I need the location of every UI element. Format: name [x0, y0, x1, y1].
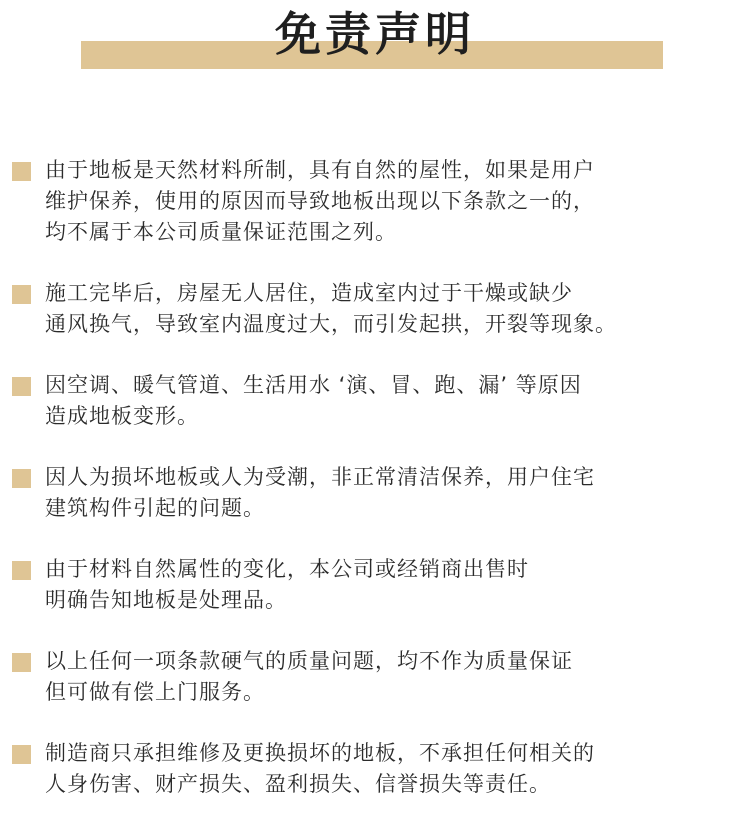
page-title: 免责声明 — [275, 7, 475, 61]
clause-line: 以上任何一项条款硬气的质量问题，均不作为质量保证 — [45, 649, 573, 673]
square-bullet-icon — [12, 285, 31, 304]
clause-line: 由于材料自然属性的变化，本公司或经销商出售时 — [45, 557, 529, 581]
clause-line: 由于地板是天然材料所制，具有自然的屋性，如果是用户 — [45, 158, 595, 182]
clause-line: 施工完毕后，房屋无人居住，造成室内过于干燥或缺少 — [45, 281, 573, 305]
clause-line: 造成地板变形。 — [45, 404, 199, 428]
square-bullet-icon — [12, 653, 31, 672]
clause-item — [12, 278, 748, 340]
square-bullet-icon — [12, 745, 31, 764]
clause-line: 明确告知地板是处理品。 — [45, 588, 287, 612]
clause-item — [12, 370, 748, 432]
square-bullet-icon — [12, 377, 31, 396]
clause-line: 维护保养，使用的原因而导致地板出现以下条款之一的， — [45, 189, 595, 213]
clause-item — [12, 554, 748, 616]
clause-line: 但可做有偿上门服务。 — [45, 680, 265, 704]
clause-item — [12, 646, 748, 708]
clause-line: 制造商只承担维修及更换损坏的地板，不承担任何相关的 — [45, 741, 595, 765]
disclaimer-clause-list — [12, 155, 748, 830]
clause-line: 建筑构件引起的问题。 — [45, 496, 265, 520]
clause-line: 均不属于本公司质量保证范围之列。 — [45, 220, 397, 244]
clause-item — [12, 738, 748, 800]
clause-line: 人身伤害、财产损失、盈利损失、信誉损失等责任。 — [45, 772, 551, 796]
clause-line: 因人为损坏地板或人为受潮，非正常清洁保养，用户住宅 — [45, 465, 595, 489]
clause-item — [12, 155, 748, 248]
clause-line: 因空调、暖气管道、生活用水 ‘演、冒、跑、漏’ 等原因 — [45, 373, 582, 397]
square-bullet-icon — [12, 469, 31, 488]
clause-line: 通风换气，导致室内温度过大，而引发起拱，开裂等现象。 — [45, 312, 617, 336]
square-bullet-icon — [12, 162, 31, 181]
clause-item — [12, 462, 748, 524]
square-bullet-icon — [12, 561, 31, 580]
